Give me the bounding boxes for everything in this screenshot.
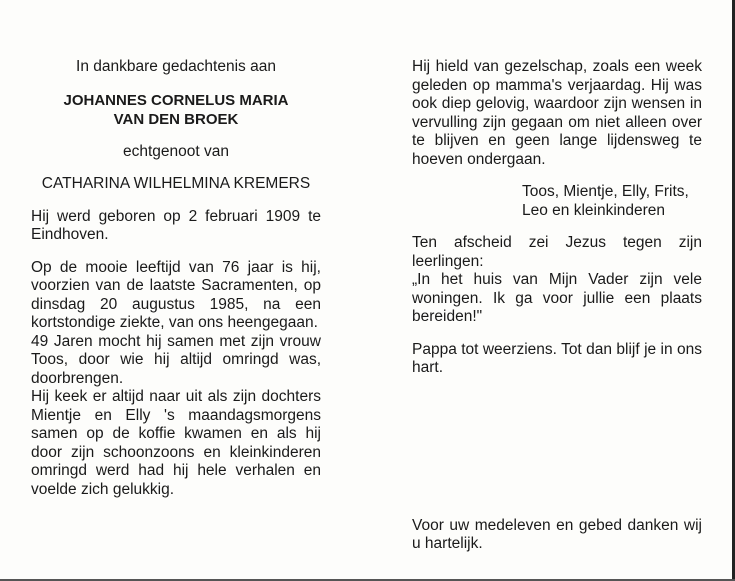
- farewell-intro: Ten afscheid zei Jezus tegen zijn leerlingen:: [412, 234, 702, 270]
- marriage-paragraph: 49 Jaren mocht hij samen met zijn vrouw Toos, door wie hij altijd omringd was, doorbrengen.: [31, 332, 321, 387]
- death-paragraph: Op de mooie leeftijd van 76 jaar is hij, voorzien van de laatste Sacramenten, op dinsdag 20 augustus 1985, na een kortstondige ziekte, van ons heengegaan.: [31, 258, 321, 331]
- spouse-name: CATHARINA WILHELMINA KREMERS: [41, 175, 311, 192]
- relation-text: echtgenoot van: [122, 142, 229, 160]
- bible-quote: „In het huis van Mijn Vader zijn vele woningen. Ik ga voor jullie een plaats bereiden!": [412, 271, 702, 325]
- company-paragraph: Hij hield van gezelschap, zoals een week geleden op mamma's verjaardag. Hij was ook diep gelovig, waardoor zijn wensen in vervulling zijn gegaan om niet alleen over te blijven en geen lange lijdensweg te hoeven ondergaan.: [412, 58, 702, 168]
- birth-paragraph: Hij werd geboren op 2 februari 1909 te Eindhoven.: [31, 207, 321, 243]
- signature-line-1: Toos, Mientje, Elly, Frits,: [522, 183, 689, 200]
- intro-text: In dankbare gedachtenis aan: [76, 58, 276, 75]
- family-paragraph: Hij keek er altijd naar uit als zijn dochters Mientje en Elly 's maandagsmorgens samen op de koffie kwamen en als hij door zijn schoonzoons en kleinkinderen omringd werd had hij hele verhalen en voelde zich gelukkig.: [31, 388, 321, 498]
- left-column: [31, 58, 321, 499]
- name-line-2: VAN DEN BROEK: [113, 110, 239, 128]
- name-line-1: JOHANNES CORNELUS MARIA: [63, 91, 289, 109]
- goodbye-paragraph: Pappa tot weerziens. Tot dan blijf je in ons hart.: [412, 340, 702, 376]
- right-column: [412, 58, 702, 554]
- thanks-paragraph: Voor uw medeleven en gebed danken wij u hartelijk.: [412, 516, 702, 552]
- signature-line-2: Leo en kleinkinderen: [522, 201, 666, 219]
